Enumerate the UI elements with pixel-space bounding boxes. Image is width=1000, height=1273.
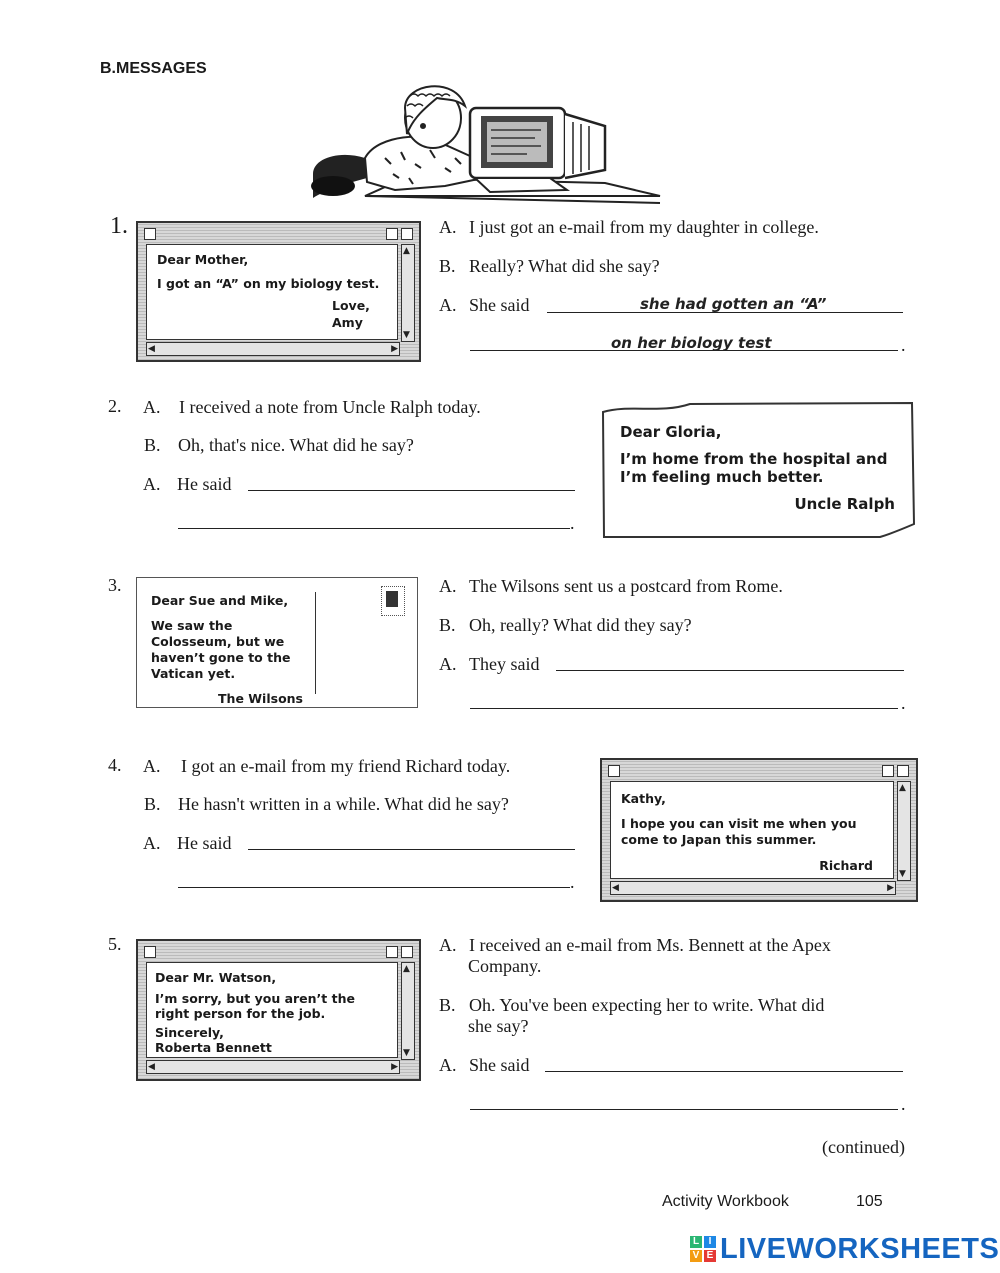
- dialogue-line: [439, 614, 692, 636]
- message-greeting: Dear Mr. Watson,: [155, 970, 277, 985]
- dialogue-text: He said: [177, 474, 232, 494]
- speaker-label: A.: [439, 935, 457, 955]
- window-close-box: [144, 946, 156, 958]
- speaker-label: A.: [439, 217, 457, 237]
- scroll-up-arrow-icon[interactable]: ▲: [899, 783, 906, 793]
- speaker-label: B.: [144, 435, 161, 455]
- dialogue-text: She said: [469, 1055, 530, 1075]
- exercise-number: 4.: [108, 755, 122, 775]
- dialogue-text: Oh, that's nice. What did he say?: [178, 435, 414, 455]
- answer-line[interactable]: [178, 887, 570, 888]
- liveworksheets-logo: [690, 1233, 999, 1265]
- dialogue-line: [439, 653, 539, 675]
- postage-stamp-icon: [381, 586, 405, 616]
- answer-line[interactable]: [178, 528, 570, 529]
- dialogue-line: [144, 434, 414, 456]
- scroll-left-arrow-icon[interactable]: ◀: [148, 1062, 155, 1072]
- message-greeting: Dear Sue and Mike,: [151, 593, 289, 608]
- speaker-label: A.: [439, 1055, 457, 1075]
- liveworksheets-logo-icon: [690, 1236, 716, 1262]
- period: .: [901, 335, 906, 355]
- dialogue-line: [144, 793, 509, 815]
- dialogue-text: I just got an e-mail from my daughter in college.: [469, 217, 819, 237]
- scroll-right-arrow-icon[interactable]: ▶: [391, 344, 398, 354]
- dialogue-line: [439, 294, 530, 316]
- message-signature: Richard: [819, 858, 873, 873]
- window-zoom-box: [401, 946, 413, 958]
- horizontal-scrollbar[interactable]: [610, 881, 896, 895]
- exercise-number: 5.: [108, 934, 122, 954]
- dialogue-text: He hasn't written in a while. What did he say?: [178, 794, 509, 814]
- logo-tile: V: [690, 1250, 702, 1262]
- dialogue-line: [439, 934, 831, 956]
- speaker-label: A.: [439, 654, 457, 674]
- scroll-left-arrow-icon[interactable]: ◀: [148, 344, 155, 354]
- speaker-label: B.: [144, 794, 161, 814]
- scroll-right-arrow-icon[interactable]: ▶: [391, 1062, 398, 1072]
- email-window-1: [136, 221, 421, 362]
- speaker-label: B.: [439, 256, 456, 276]
- dialogue-text: Really? What did she say?: [469, 256, 660, 276]
- paper-note: [620, 423, 905, 514]
- window-zoom-box: [386, 228, 398, 240]
- window-zoom-box: [897, 765, 909, 777]
- email-window-4: [600, 758, 918, 902]
- vertical-scrollbar[interactable]: [401, 962, 415, 1060]
- message-signature: Amy: [332, 315, 363, 330]
- dialogue-text: The Wilsons sent us a postcard from Rome.: [469, 576, 783, 596]
- answer-line[interactable]: [248, 849, 575, 850]
- scroll-down-arrow-icon[interactable]: ▼: [403, 330, 410, 340]
- dialogue-line-cont: Company.: [468, 956, 542, 976]
- message-signature: Uncle Ralph: [794, 495, 895, 513]
- logo-tile: L: [690, 1236, 702, 1248]
- message-body: I’m home from the hospital and I’m feeling much better.: [620, 450, 888, 486]
- message-signature: The Wilsons: [218, 691, 303, 706]
- window-close-box: [608, 765, 620, 777]
- dialogue-line: [143, 396, 481, 418]
- vertical-scrollbar[interactable]: [897, 781, 911, 881]
- speaker-label: B.: [439, 995, 456, 1015]
- period: .: [901, 1094, 906, 1114]
- dialogue-line: [439, 994, 824, 1016]
- answer-line[interactable]: [556, 670, 904, 671]
- dialogue-line: [439, 216, 819, 238]
- window-close-box: [144, 228, 156, 240]
- section-title: B.MESSAGES: [100, 60, 207, 77]
- exercise-number: 2.: [108, 396, 122, 416]
- logo-tile: E: [704, 1250, 716, 1262]
- woman-at-computer-illustration: [305, 78, 665, 206]
- message-greeting: Dear Gloria,: [620, 423, 722, 441]
- horizontal-scrollbar[interactable]: [146, 342, 400, 356]
- dialogue-line: [143, 832, 231, 854]
- page-number: 105: [856, 1193, 883, 1210]
- scroll-down-arrow-icon[interactable]: ▼: [403, 1048, 410, 1058]
- answer-text: she had gotten an “A”: [640, 295, 827, 313]
- horizontal-scrollbar[interactable]: [146, 1060, 400, 1074]
- speaker-label: A.: [143, 833, 161, 853]
- scroll-up-arrow-icon[interactable]: ▲: [403, 964, 410, 974]
- message-closing: Love,: [332, 298, 370, 313]
- period: .: [570, 513, 575, 533]
- logo-tile: I: [704, 1236, 716, 1248]
- scroll-down-arrow-icon[interactable]: ▼: [899, 869, 906, 879]
- book-title: Activity Workbook: [662, 1193, 789, 1210]
- dialogue-text: She said: [469, 295, 530, 315]
- message-body: We saw the Colosseum, but we haven’t gone to the Vatican yet.: [151, 618, 291, 681]
- answer-text: on her biology test: [611, 334, 772, 352]
- dialogue-text: I received a note from Uncle Ralph today.: [179, 397, 481, 417]
- period: .: [570, 872, 575, 892]
- exercise-number: 1.: [110, 213, 128, 239]
- speaker-label: A.: [143, 397, 161, 417]
- exercise-number: 3.: [108, 575, 122, 595]
- dialogue-text: They said: [469, 654, 540, 674]
- window-zoom-box: [386, 946, 398, 958]
- continued-note: (continued): [822, 1137, 905, 1157]
- speaker-label: A.: [143, 756, 161, 776]
- dialogue-line: [439, 1054, 530, 1076]
- message-body: I’m sorry, but you aren’t the right person for the job.: [155, 991, 355, 1021]
- dialogue-line: [439, 255, 660, 277]
- dialogue-line: [439, 575, 783, 597]
- dialogue-line: [143, 473, 231, 495]
- answer-line[interactable]: [545, 1071, 903, 1072]
- scroll-left-arrow-icon[interactable]: ◀: [612, 883, 619, 893]
- dialogue-text: Oh. You've been expecting her to write. What did: [469, 995, 825, 1015]
- period: .: [901, 693, 906, 713]
- scroll-up-arrow-icon[interactable]: ▲: [403, 246, 410, 256]
- dialogue-text: I received an e-mail from Ms. Bennett at the Apex: [469, 935, 831, 955]
- scroll-right-arrow-icon[interactable]: ▶: [887, 883, 894, 893]
- answer-line[interactable]: [470, 708, 898, 709]
- dialogue-line-cont: she say?: [468, 1016, 529, 1036]
- message-body: I hope you can visit me when you come to Japan this summer.: [621, 816, 857, 847]
- answer-line[interactable]: [470, 1109, 898, 1110]
- answer-line[interactable]: [248, 490, 575, 491]
- speaker-label: A.: [439, 576, 457, 596]
- dialogue-text: I got an e-mail from my friend Richard today.: [181, 756, 511, 776]
- vertical-scrollbar[interactable]: [401, 244, 415, 342]
- window-zoom-box: [882, 765, 894, 777]
- message-closing: Sincerely,: [155, 1025, 224, 1040]
- dialogue-text: Oh, really? What did they say?: [469, 615, 692, 635]
- speaker-label: A.: [439, 295, 457, 315]
- liveworksheets-wordmark: LIVEWORKSHEETS: [720, 1232, 1000, 1265]
- message-greeting: Kathy,: [621, 791, 666, 806]
- message-body: I got an “A” on my biology test.: [157, 276, 380, 291]
- message-signature: Roberta Bennett: [155, 1040, 272, 1055]
- window-zoom-box: [401, 228, 413, 240]
- dialogue-line: [143, 755, 510, 777]
- speaker-label: B.: [439, 615, 456, 635]
- speaker-label: A.: [143, 474, 161, 494]
- message-greeting: Dear Mother,: [157, 252, 249, 267]
- dialogue-text: He said: [177, 833, 232, 853]
- postcard: [136, 577, 418, 708]
- email-window-5: [136, 939, 421, 1081]
